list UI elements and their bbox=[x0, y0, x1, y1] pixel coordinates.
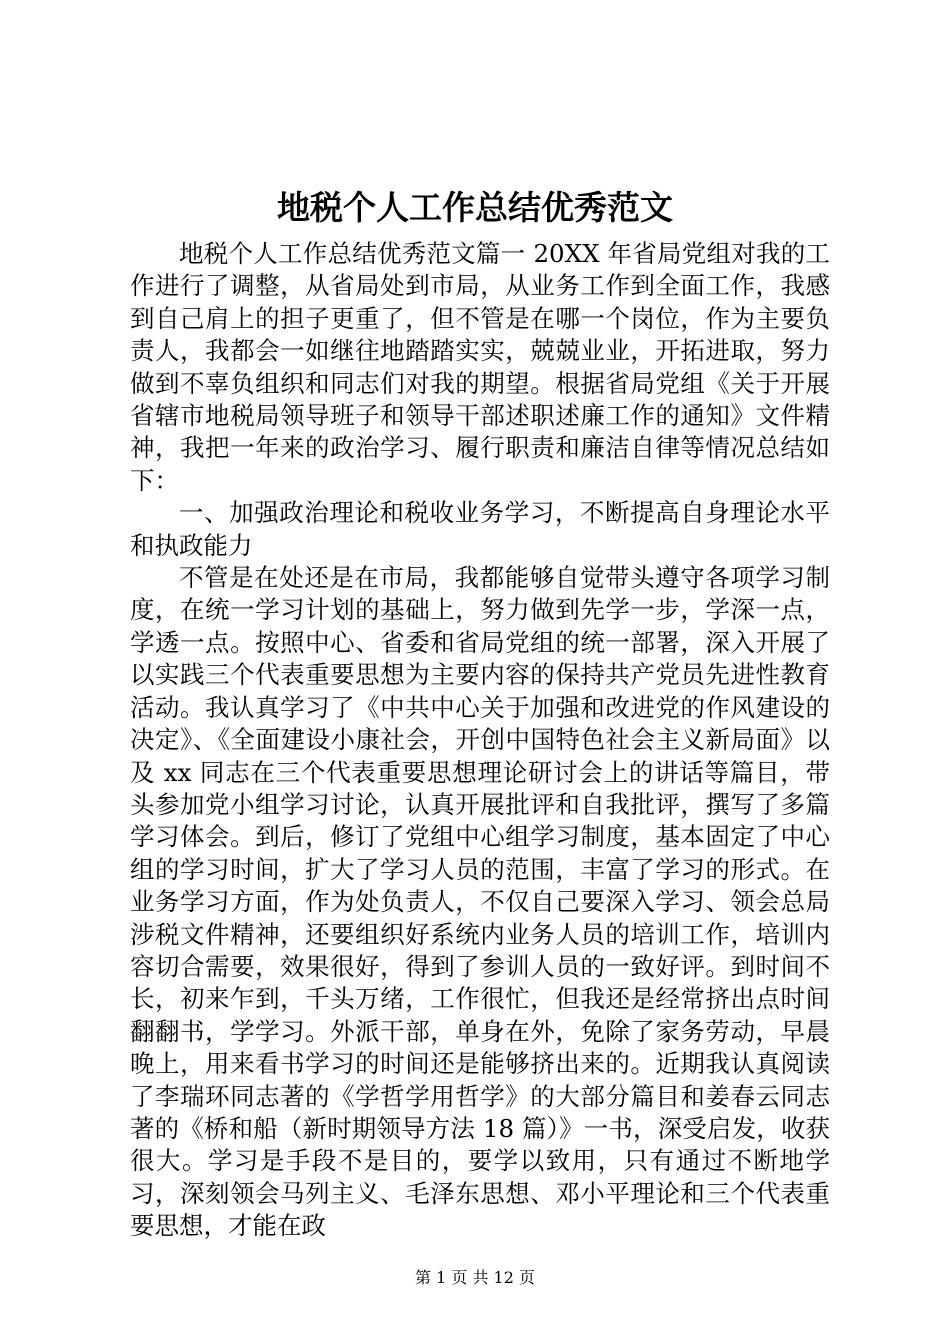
document-title: 地税个人工作总结优秀范文 bbox=[277, 188, 673, 227]
document-body bbox=[130, 238, 830, 1243]
section-heading-1: 一、加强政治理论和税收业务学习，不断提高自身理论水平和执政能力 bbox=[130, 498, 830, 560]
paragraph-study: 不管是在处还是在市局，我都能够自觉带头遵守各项学习制度，在统一学习计划的基础上，努力做到先学一步，学深一点，学透一点。按照中心、省委和省局党组的统一部署，深入开展了以实践三个代表重要思想为主要内容的保持共产党员先进性教育活动。我认真学习了《中共中心关于加强和改进党的作风建设的决定》、《全面建设小康社会，开创中国特色社会主义新局面》以及 xx 同志在三个代表重要思想理论研讨会上的讲话等篇目，带头参加党小组学习讨论，认真开展批评和自我批评，撰写了多篇学习体会。到后，修订了党组中心组学习制度，基本固定了中心组的学习时间，扩大了学习人员的范围，丰富了学习的形式。在业务学习方面，作为处负责人，不仅自己要深入学习、领会总局涉税文件精神，还要组织好系统内业务人员的培训工作，培训内容切合需要，效果很好，得到了参训人员的一致好评。到时间不长，初来乍到，千头万绪，工作很忙，但我还是经常挤出点时间翻翻书，学学习。外派干部，单身在外，免除了家务劳动，早晨晚上，用来看书学习的时间还是能够挤出来的。近期我认真阅读了李瑞环同志著的《学哲学用哲学》的大部分篇目和姜春云同志著的《桥和船（新时期领导方法 18 篇）》一书，深受启发，收获很大。学习是手段不是目的，要学以致用，只有通过不断地学习，深刻领会马列主义、毛泽东思想、邓小平理论和三个代表重要思想，才能在政 bbox=[130, 563, 830, 1241]
page-footer: 第 1 页 共 12 页 bbox=[415, 1268, 535, 1287]
paragraph-intro: 地税个人工作总结优秀范文篇一 20XX 年省局党组对我的工作进行了调整，从省局处到市局，从业务工作到全面工作，我感到自己肩上的担子更重了，但不管是在哪一个岗位，作为主要负责人，我都会一如继往地踏踏实实，兢兢业业，开拓进取，努力做到不辜负组织和同志们对我的期望。根据省局党组《关于开展省辖市地税局领导班子和领导干部述职述廉工作的通知》文件精神，我把一年来的政治学习、履行职责和廉洁自律等情况总结如下： bbox=[130, 239, 830, 495]
